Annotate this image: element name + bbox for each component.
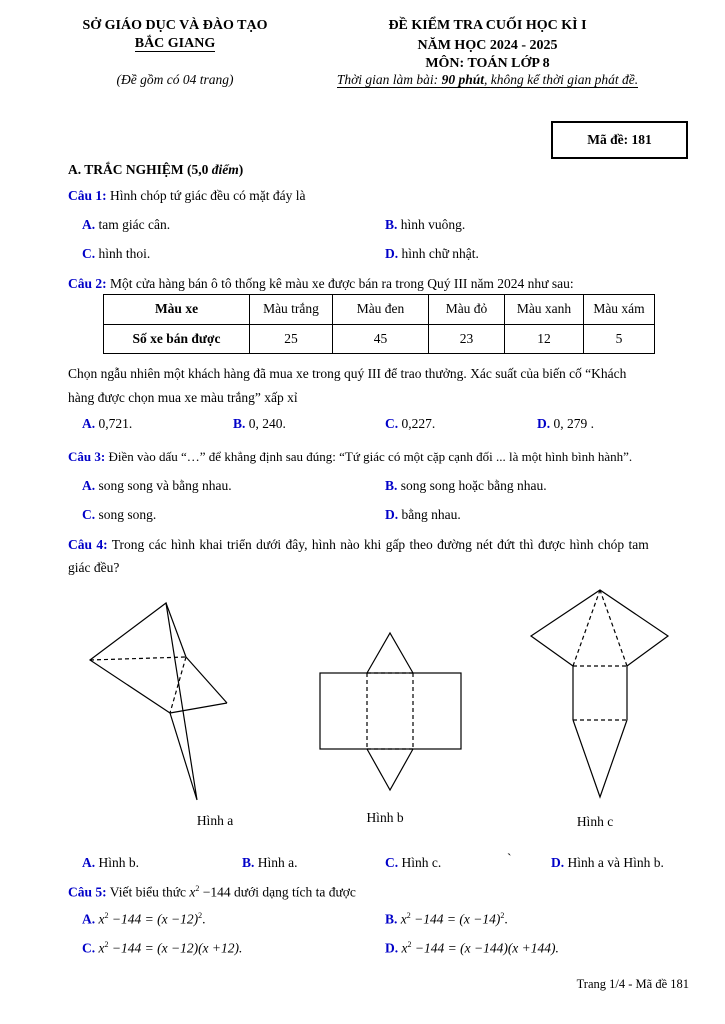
table-header-cell: Màu xe — [104, 295, 250, 325]
province-name-text: BẮC GIANG — [134, 36, 216, 51]
page-footer: Trang 1/4 - Mã đề 181 — [576, 977, 689, 991]
q2-option-c-text: 0,227. — [398, 416, 436, 431]
q5-option-b-sq2: 2 — [500, 911, 505, 920]
subject-line: MÔN: TOÁN LỚP 8 — [425, 56, 550, 71]
table-cell: 12 — [505, 324, 584, 354]
q2-option-c-letter: C. — [385, 416, 399, 431]
figure-b-rect — [320, 673, 461, 749]
q5-option-d-mid: −144 = (x −144)(x +144). — [411, 940, 559, 956]
q1-option-b-letter: B. — [385, 217, 398, 232]
figure-b — [320, 633, 461, 790]
time-value: 90 phút — [441, 72, 484, 87]
exam-code: Mã đề: 181 — [587, 132, 652, 147]
q3-option-b-letter: B. — [385, 478, 398, 493]
question-5-expr-base: x — [189, 884, 196, 900]
section-a-em: điểm — [211, 162, 239, 177]
figure-b-bottom-triangle — [367, 749, 413, 790]
figure-a-edge — [186, 657, 227, 703]
figure-c-bottom-triangle — [573, 720, 627, 797]
section-a-text: A. TRẮC NGHIỆM (5,0 — [68, 162, 212, 177]
fold-line — [170, 657, 186, 713]
q5-option-a-letter: A. — [82, 911, 96, 927]
question-1-label: Câu 1: — [68, 188, 107, 203]
table-row-label: Số xe bán được — [104, 324, 250, 354]
question-2-follow-1: Chọn ngẫu nhiên một khách hàng đã mua xe trong quý III để trao thưởng. Xác suất của biến cố “Khách — [68, 366, 627, 381]
caption-figure-b: Hình b — [366, 810, 404, 825]
fold-line — [600, 590, 627, 666]
fold-line — [90, 657, 186, 660]
stray-mark: ` — [507, 851, 512, 866]
figure-c — [531, 590, 668, 797]
question-2-text: Một cửa hàng bán ô tô thống kê màu xe được bán ra trong Quý III năm 2024 như sau: — [106, 276, 574, 291]
question-4-text-2: giác đều? — [68, 560, 120, 575]
q5-option-c-letter: C. — [82, 940, 96, 956]
figure-a — [90, 603, 227, 800]
question-5-text-after: dưới dạng tích ta được — [230, 884, 356, 900]
q5-option-b-letter: B. — [385, 911, 398, 927]
question-4-text: Trong các hình khai triển dưới đây, hình nào khi gấp theo đường nét đứt thì được hình chóp tam — [107, 537, 649, 552]
q5-option-d-lhs: x — [401, 940, 408, 956]
question-5-expr-rest: −144 — [199, 884, 231, 900]
q1-option-a-letter: A. — [82, 217, 96, 232]
q2-option-b-text: 0, 240. — [245, 416, 286, 431]
q3-option-a-text: song song và bằng nhau. — [95, 478, 232, 493]
q3-option-d-letter: D. — [385, 507, 399, 522]
table-header-cell: Màu xám — [584, 295, 655, 325]
q5-option-d-letter: D. — [385, 940, 399, 956]
q1-option-c-text: hình thoi. — [95, 246, 151, 261]
q5-option-c[interactable] — [82, 940, 242, 957]
table-header-cell: Màu đỏ — [429, 295, 505, 325]
table-cell: 23 — [429, 324, 505, 354]
table-cell: 5 — [584, 324, 655, 354]
question-5-text-before: Viết biểu thức — [106, 884, 190, 900]
exam-title: ĐỀ KIỂM TRA CUỐI HỌC KÌ I — [388, 18, 587, 33]
figure-b-folds — [367, 673, 413, 749]
q1-option-c-letter: C. — [82, 246, 96, 261]
q5-option-b-end: . — [504, 911, 508, 927]
q5-option-a-sq2: 2 — [198, 911, 203, 920]
question-2-label: Câu 2: — [68, 276, 107, 291]
q1-option-b-text: hình vuông. — [397, 217, 466, 232]
q5-option-b-lhs: x — [400, 911, 407, 927]
q2-option-a-letter: A. — [82, 416, 96, 431]
q4-option-c[interactable] — [385, 855, 441, 871]
figure-a-edge — [166, 603, 186, 657]
q4-option-a-letter: A. — [82, 855, 96, 870]
question-3-text: Điền vào dấu “…” để khẳng định sau đúng: “Tứ giác có một cặp cạnh đối ... là một hình bình hành”. — [105, 449, 633, 464]
figure-c-folds — [573, 590, 627, 720]
q3-option-a-letter: A. — [82, 478, 96, 493]
q5-option-b[interactable] — [385, 911, 508, 928]
q3-option-c-letter: C. — [82, 507, 96, 522]
time-prefix: Thời gian làm bài: — [336, 72, 442, 87]
fold-line — [573, 590, 600, 666]
q4-option-d-text: Hình a và Hình b. — [564, 855, 664, 870]
q4-option-b[interactable] — [242, 855, 298, 871]
q3-option-c-text: song song. — [95, 507, 157, 522]
q4-option-d[interactable] — [551, 855, 664, 871]
question-3-label: Câu 3: — [68, 449, 106, 464]
department-name: SỞ GIÁO DỤC VÀ ĐÀO TẠO — [82, 18, 268, 33]
q5-option-a-end: . — [202, 911, 206, 927]
q5-option-d[interactable] — [385, 940, 559, 957]
q3-option-d-text: bằng nhau. — [398, 507, 461, 522]
caption-figure-a: Hình a — [196, 813, 234, 828]
q4-option-c-letter: C. — [385, 855, 399, 870]
time-suffix: , không kể thời gian phát đề. — [483, 72, 639, 87]
caption-figure-c: Hình c — [576, 814, 614, 829]
q5-option-c-sq: 2 — [104, 940, 109, 949]
school-year: NĂM HỌC 2024 - 2025 — [417, 38, 558, 53]
q4-option-b-letter: B. — [242, 855, 255, 870]
q5-option-c-mid: −144 = (x −12)(x +12). — [108, 940, 243, 956]
q3-option-b-text: song song hoặc bằng nhau. — [397, 478, 547, 493]
q5-option-a[interactable] — [82, 911, 205, 928]
question-2-follow-2: hàng được chọn mua xe màu trắng” xấp xỉ — [68, 390, 298, 405]
q4-option-a-text: Hình b. — [95, 855, 139, 870]
table-header-cell: Màu trắng — [250, 295, 333, 325]
table-header-cell: Màu đen — [333, 295, 429, 325]
table-cell: 45 — [333, 324, 429, 354]
table-header-cell: Màu xanh — [505, 295, 584, 325]
q4-option-b-text: Hình a. — [254, 855, 298, 870]
q5-option-b-sq: 2 — [406, 911, 411, 920]
q1-option-a-text: tam giác cân. — [95, 217, 171, 232]
q5-option-a-sq: 2 — [104, 911, 109, 920]
q1-option-d-text: hình chữ nhật. — [398, 246, 479, 261]
table-cell: 25 — [250, 324, 333, 354]
figure-c-top — [531, 590, 668, 666]
question-5-label: Câu 5: — [68, 884, 107, 900]
q2-option-b-letter: B. — [233, 416, 246, 431]
q5-option-d-sq: 2 — [407, 940, 412, 949]
q2-option-d-letter: D. — [537, 416, 551, 431]
figure-a-folds — [90, 657, 186, 713]
figure-b-top-triangle — [367, 633, 413, 673]
q4-option-c-text: Hình c. — [398, 855, 442, 870]
q2-option-d-text: 0, 279 . — [550, 416, 594, 431]
q5-option-a-lhs: x — [98, 911, 105, 927]
figure-a-outline — [90, 603, 197, 800]
q4-option-d-letter: D. — [551, 855, 565, 870]
q1-option-d-letter: D. — [385, 246, 399, 261]
question-4-label: Câu 4: — [68, 537, 108, 552]
question-5 — [68, 884, 356, 901]
question-5-expr-exp: 2 — [195, 884, 200, 893]
section-a-end: ) — [238, 162, 244, 177]
q2-option-a-text: 0,721. — [95, 416, 133, 431]
q5-option-b-mid: −144 = (x −14) — [410, 911, 501, 927]
question-1-text: Hình chóp tứ giác đều có mặt đáy là — [106, 188, 306, 203]
pages-note: (Đề gồm có 04 trang) — [116, 72, 234, 87]
q5-option-c-lhs: x — [98, 940, 105, 956]
figure-a-edge — [170, 703, 227, 713]
q4-option-a[interactable] — [82, 855, 139, 871]
q5-option-a-mid: −144 = (x −12) — [108, 911, 199, 927]
